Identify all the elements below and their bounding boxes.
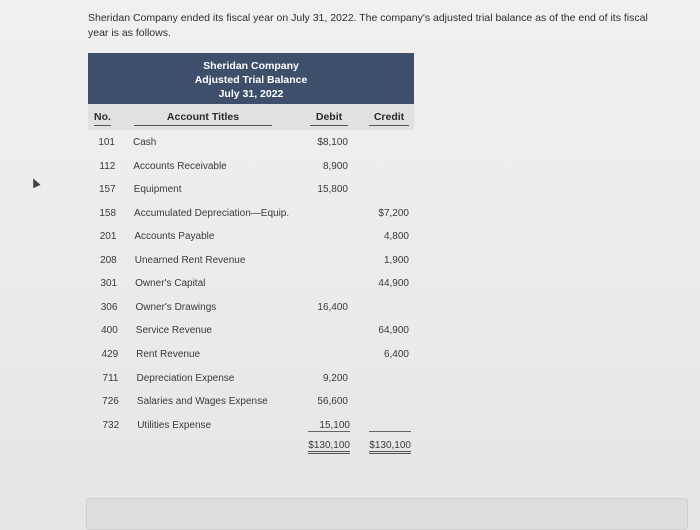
account-title: Accumulated Depreciation—Equip.	[134, 207, 290, 219]
table-row	[0, 325, 700, 345]
debit-amount: $8,100	[317, 137, 348, 148]
table-row	[0, 420, 700, 440]
account-number: 726	[102, 396, 119, 408]
account-number: 732	[102, 419, 120, 431]
header-debit: Debit	[310, 111, 348, 126]
table-row	[0, 255, 700, 275]
account-title: Utilities Expense	[137, 419, 212, 431]
account-title: Depreciation Expense	[136, 372, 235, 384]
company-name: Sheridan Company	[203, 60, 299, 72]
account-number: 112	[99, 160, 116, 172]
debit-amount: 15,800	[317, 184, 348, 196]
question-text: Sheridan Company ended its fiscal year on July 31, 2022. The company's adjusted trial balance as of the end of its fiscal year is as follows.	[88, 12, 648, 39]
account-title: Equipment	[133, 184, 182, 196]
debit-amount: 9,200	[322, 372, 348, 384]
account-title: Accounts Receivable	[133, 160, 227, 172]
table-row	[0, 278, 700, 298]
totals-row	[0, 440, 700, 460]
total-credit: $130,100	[369, 440, 411, 454]
credit-amount	[369, 420, 411, 432]
table-row	[0, 349, 700, 369]
account-title: Owner's Capital	[135, 278, 206, 290]
table-row	[0, 231, 700, 251]
debit-amount: 16,400	[317, 301, 348, 313]
account-title: Accounts Payable	[134, 231, 215, 243]
account-number: 157	[99, 184, 116, 196]
credit-amount: 6,400	[383, 348, 409, 360]
header-credit: Credit	[369, 111, 409, 126]
account-number: 301	[100, 278, 118, 290]
account-number: 306	[100, 301, 118, 313]
debit-amount: 56,600	[317, 396, 348, 408]
account-number: 400	[101, 325, 118, 337]
account-title: Salaries and Wages Expense	[136, 396, 268, 408]
table-row	[0, 137, 700, 157]
table-row	[0, 161, 700, 181]
total-debit: $130,100	[308, 440, 350, 454]
account-number: 429	[101, 348, 119, 360]
account-number: 201	[99, 231, 117, 243]
statement-title: Adjusted Trial Balance	[194, 74, 308, 86]
account-title: Rent Revenue	[136, 348, 201, 360]
table-row	[0, 184, 700, 204]
account-title: Service Revenue	[135, 325, 212, 337]
table-row	[0, 373, 700, 393]
table-row	[0, 302, 700, 322]
account-number: 101	[98, 137, 115, 148]
account-title: Owner's Drawings	[135, 301, 217, 313]
table-row	[0, 396, 700, 416]
account-title: Cash	[133, 137, 157, 148]
table-row	[0, 208, 700, 228]
debit-amount: 8,900	[322, 160, 348, 172]
credit-amount: $7,200	[378, 207, 409, 219]
account-number: 208	[100, 254, 117, 266]
answer-input-box[interactable]	[86, 498, 688, 530]
account-number: 711	[102, 372, 119, 384]
account-number: 158	[99, 207, 117, 219]
account-title: Unearned Rent Revenue	[134, 254, 246, 266]
statement-date: July 31, 2022	[218, 88, 284, 100]
credit-amount: 1,900	[383, 254, 409, 266]
statement-header	[88, 53, 414, 104]
credit-amount: 4,800	[383, 231, 409, 243]
credit-amount: 44,900	[378, 278, 409, 290]
debit-amount: 15,100	[308, 420, 350, 432]
header-no: No.	[94, 111, 111, 126]
credit-amount: 64,900	[378, 325, 409, 337]
header-account-titles: Account Titles	[134, 111, 272, 126]
